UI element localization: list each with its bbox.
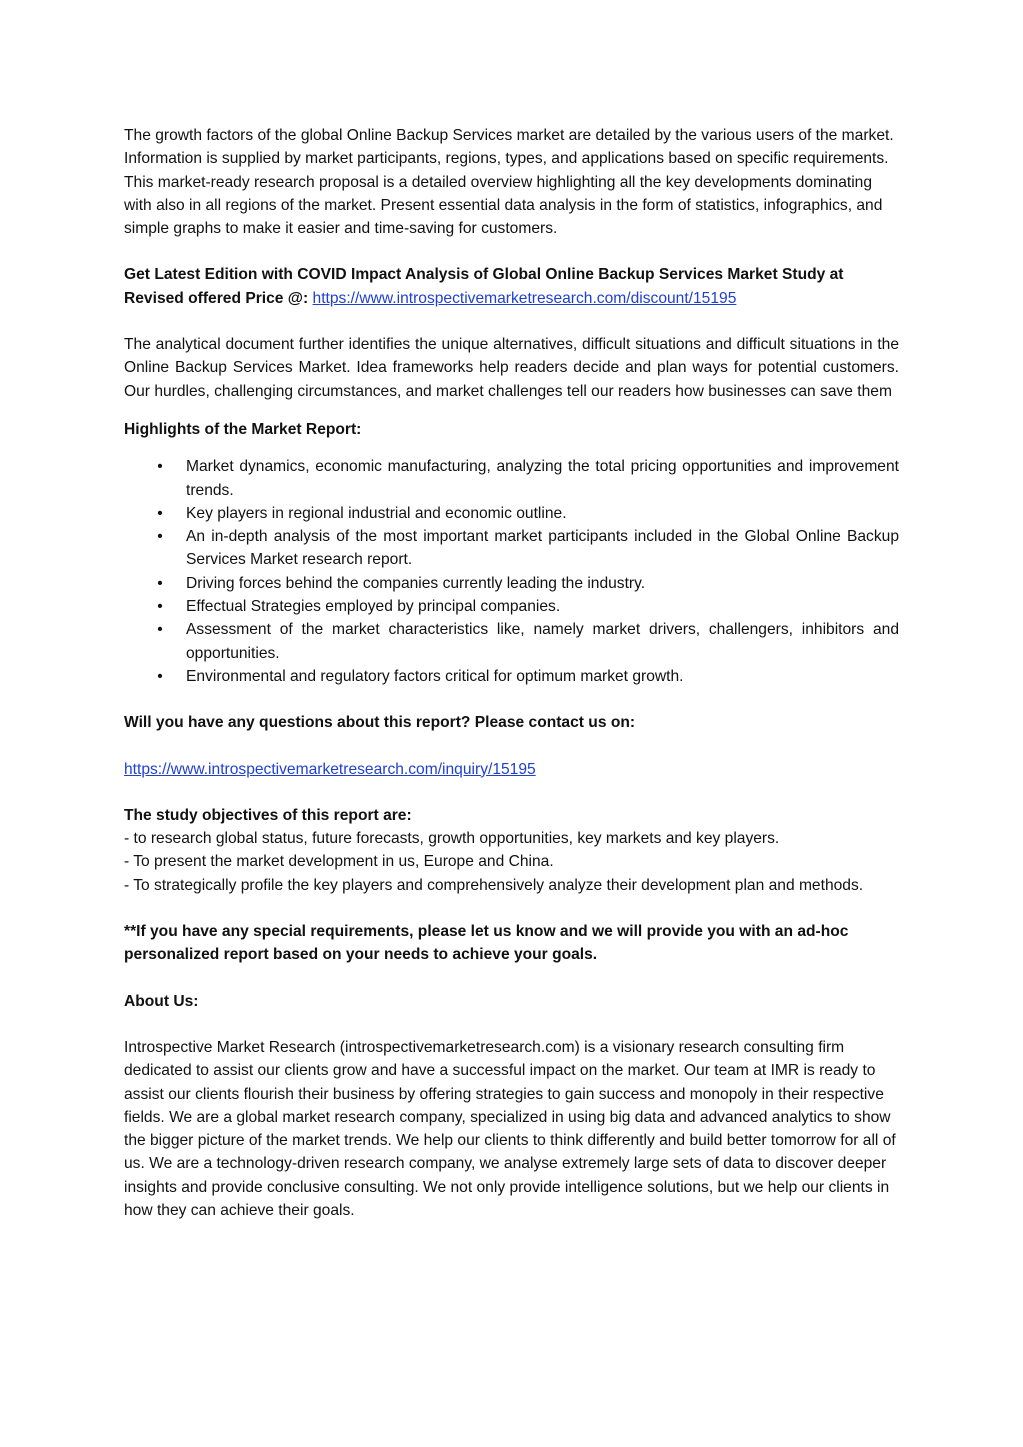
about-body: Introspective Market Research (introspectivemarketresearch.com) is a visionary research consulting firm dedicated to assist our clients grow and have a successful impact on the market. Our team at IMR is ready to assist our clients flourish their business by offering strategies to gain success and monopoly in their respective fields. We are a global market research company, specialized in using big data and advanced analytics to show the bigger picture of the market trends. We help our clients to think differently and build better tomorrow for all of us. We are a technology-driven research company, we analyse extremely large sets of data to discover deeper insights and provide conclusive consulting. We not only provide intelligence solutions, but we help our clients in how they can achieve their goals.	[124, 1038, 896, 1219]
objective-item: - to research global status, future forecasts, growth opportunities, key markets and key players.	[124, 830, 780, 848]
list-item	[124, 455, 899, 502]
special-requirements-paragraph: **If you have any special requirements, please let us know and we will provide you with an ad-hoc personalized report based on your needs to achieve your goals.	[124, 923, 849, 964]
covid-offer-paragraph	[124, 263, 899, 310]
bullet-icon: •	[157, 598, 163, 616]
objectives-heading: The study objectives of this report are:	[124, 806, 412, 824]
covid-offer-text: Get Latest Edition with COVID Impact Analysis of Global Online Backup Services Market Study at Revised offered Price @:	[124, 266, 844, 307]
list-item	[124, 595, 899, 618]
highlights-heading: Highlights of the Market Report:	[124, 420, 362, 438]
questions-heading: Will you have any questions about this report? Please contact us on:	[124, 714, 636, 732]
bullet-icon: •	[157, 458, 163, 476]
list-item-text: Effectual Strategies employed by principal companies.	[186, 598, 561, 616]
intro-paragraph: The growth factors of the global Online Backup Services market are detailed by the various users of the market. Information is supplied by market participants, regions, types, and applications based on specific requirements. This market-ready research proposal is a detailed overview highlighting all the key developments dominating with also in all regions of the market. Present essential data analysis in the form of statistics, infographics, and simple graphs to make it easier and time-saving for customers.	[124, 127, 894, 238]
bullet-icon: •	[157, 621, 163, 639]
list-item	[124, 572, 899, 595]
list-item-text: Market dynamics, economic manufacturing, analyzing the total pricing opportunities and improvement trends.	[186, 458, 899, 499]
bullet-icon: •	[157, 528, 163, 546]
list-item-text: An in-depth analysis of the most important market participants included in the Global Online Backup Services Market research report.	[186, 528, 899, 569]
inquiry-link[interactable]: https://www.introspectivemarketresearch.com/inquiry/15195	[124, 760, 536, 778]
analytical-paragraph: The analytical document further identifies the unique alternatives, difficult situations and difficult situations in the Online Backup Services Market. Idea frameworks help readers decide and plan ways for potential customers. Our hurdles, challenging circumstances, and market challenges tell our readers how businesses can save them	[124, 336, 899, 400]
bullet-icon: •	[157, 504, 163, 522]
objective-item: - To strategically profile the key players and comprehensively analyze their development plan and methods.	[124, 876, 864, 894]
highlights-list	[124, 455, 899, 688]
bullet-icon: •	[157, 667, 163, 685]
bullet-icon: •	[157, 574, 163, 592]
discount-link[interactable]: https://www.introspectivemarketresearch.com/discount/15195	[312, 289, 737, 307]
list-item	[124, 665, 899, 688]
list-item-text: Assessment of the market characteristics like, namely market drivers, challengers, inhibitors and opportunities.	[186, 621, 899, 662]
list-item	[124, 618, 899, 665]
list-item	[124, 502, 899, 525]
list-item-text: Key players in regional industrial and economic outline.	[186, 504, 567, 522]
list-item	[124, 525, 899, 572]
objective-item: - To present the market development in us, Europe and China.	[124, 853, 554, 871]
list-item-text: Driving forces behind the companies currently leading the industry.	[186, 574, 646, 592]
about-heading: About Us:	[124, 992, 199, 1010]
inquiry-link-paragraph	[124, 758, 899, 781]
document-page	[124, 124, 899, 1222]
list-item-text: Environmental and regulatory factors critical for optimum market growth.	[186, 667, 684, 685]
